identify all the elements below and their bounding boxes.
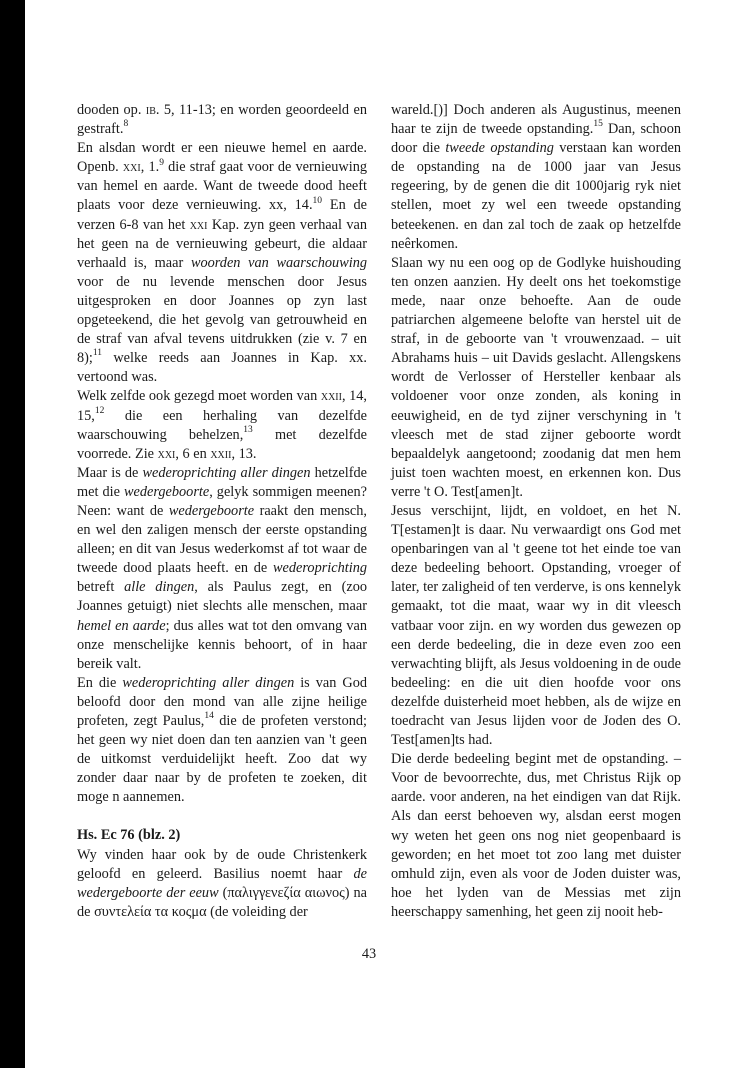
footnote-ref: 10 [312,195,323,206]
paragraph: Wy vinden haar ook by de oude Christenkerk geloofd en geleerd. Basilius noemt haar de wedergeboorte der eeuw (παλιγγενεζία αιωνος) na de συντελεία τα κοςμα (de voleiding der [77,846,367,920]
paragraph: wareld.[)] Doch anderen als Augustinus, meenen haar te zijn de tweede opstanding.$^{15}$ Dan, schoon door die tweede opstanding verstaan kan worden de opstanding na de 1000 jaar van Jesus regeering, by de genen die dit 1000jarig ryk niet stellen, moet zy wel een tweede opstanding beteekenen. en dan zal toch de zaak op hetzelfde neêrkomen. [391,102,681,252]
paragraph: Jesus verschijnt, lijdt, en voldoet, en het N. T[estamen]t is daar. Nu verwaardigt ons God met openbaringen van al 't geene tot het einde toe van deze bedeeling behoort. Opstanding, vroeger of later, ter zaligheid of ten verderve, is ons kennelyk gemaakt, tot die maat, waar wy in dit vleesch vatbaar voor zijn. en wy worden dus gewezen op een derde bedeeling, die in deze even zoo een verwachting blijft, als Jesus voldoening in de oude bedeeling: en die uit dien hoofde voor ons dezelfde duisterheid moet hebben, als de wijze en toedracht van Jesus lijden voor de Joden des O. Test[amen]ts had. [391,502,681,749]
footnote-ref: 8 [123,119,129,130]
left-column [77,101,367,922]
paragraph: Welk zelfde ook gezegd moet worden van xxii, 14, 15,12 die een herhaling van dezelfde waarschouwing behelzen,$^{13}$ met dezelfde voorrede. Zie xxi, 6 en xxii, 13. [77,388,367,462]
footnote-ref: 9 [159,157,164,168]
paragraph: Slaan wy nu een oog op de Godlyke huishouding ten onzen aanzien. Hy deelt ons het toekomstige mede, naar onze behoefte. Aan de oude patriarchen algemeene belofte van herstel uit de straf, in de geboorte van 't vrouwenzaad. – uit Abrahams huis – uit Davids geslacht. Allengskens wordt de Verlosser of Hersteller kenbaar als voldoener voor onze zonden, als koning in eeuwigheid, en de tyd zijner verschyning in 't vleesch met de stad zijner geboorte wordt bepaaldelyk aangetoond; zoodanig dat men hem juist toen wachten moest, en erkennen kon. Dus verre 't O. Test[amen]t. [391,254,681,500]
paragraph: En die wederoprichting aller dingen is van God beloofd door den mond van alle zijne heilige profeten, zegt Paulus,$^{14}$ die de profeten verstond; het geen wy niet doen dan ten aanzien van 't geen de uitkomst verduidelijkt heeft. Zoo dat wy zonder daar naar by de profeten te zoeken, dit moge n aannemen. [77,674,367,806]
footnote-ref: 15 [593,119,603,130]
footnote-ref: 12 [94,405,105,416]
footnote-ref: 13 [243,424,253,435]
section-heading: Hs. Ec 76 (blz. 2) [77,827,181,844]
footnote-ref: 14 [204,711,214,722]
paragraph: En alsdan wordt er een nieuwe hemel en aarde. Openb. xxi, 1.$^9$ die straf gaat voor de vernieuwing van hemel en aarde. Want de tweede dood heeft plaats voor deze vernieuwing. xx, 14.10 En de verzen 6-8 van het xxi Kap. zyn geen verhaal van het geen na de vernieuwing gebeurt, die aldaar verhaald is, maar woorden van waarschouwing voor de nu levende menschen door Jesus uitgesproken en door Joannes op zyn last opgeteekend, die het gevolg van getrouwheid en de straf van afval tevens uitdrukken (zie v. 7 en 8);$^{11}$ welke reeds aan Joannes in Kap. xx. vertoond was. [77,140,368,386]
right-column [391,101,681,922]
footnote-ref: 11 [92,348,103,359]
page-number: 43 [361,946,377,962]
paragraph: Die derde bedeeling begint met de opstanding. – Voor de bevoorrechte, dus, met Christus Rijk op aarde. voor anderen, na het eindigen van dat Rijk. Als dan eerst behoeven wy, alsdan eerst mogen wy weten het geen ons nog niet geopenbaard is geworden; en het moet tot zoo lang met duister omhuld zijn, even als voor de Joden duister was, hoe het lyden van de Messias met zijn heerschappy samenhing, het geen zij nooit heb- [391,751,681,920]
scan-edge-bar [0,0,25,1068]
paragraph: dooden op. ib. 5, 11-13; en worden geoordeeld en gestraft.$^8$ [77,102,368,138]
paragraph: Maar is de wederoprichting aller dingen hetzelfde met die wedergeboorte, gelyk sommigen meenen? Neen: want de wedergeboorte raakt den mensch, en wel den zaligen mensch der eerste opstanding alleen; en dit van Jesus wederkomst af tot waar de tweede dood plaats heeft. en de wederoprichting betreft alle dingen, als Paulus zegt, en (zoo Joannes getuigt) niet slechts alle menschen, maar hemel en aarde; dus alles wat tot den omvang van onze menschelijke kennis behoort, of in haar bereik valt. [77,464,367,672]
